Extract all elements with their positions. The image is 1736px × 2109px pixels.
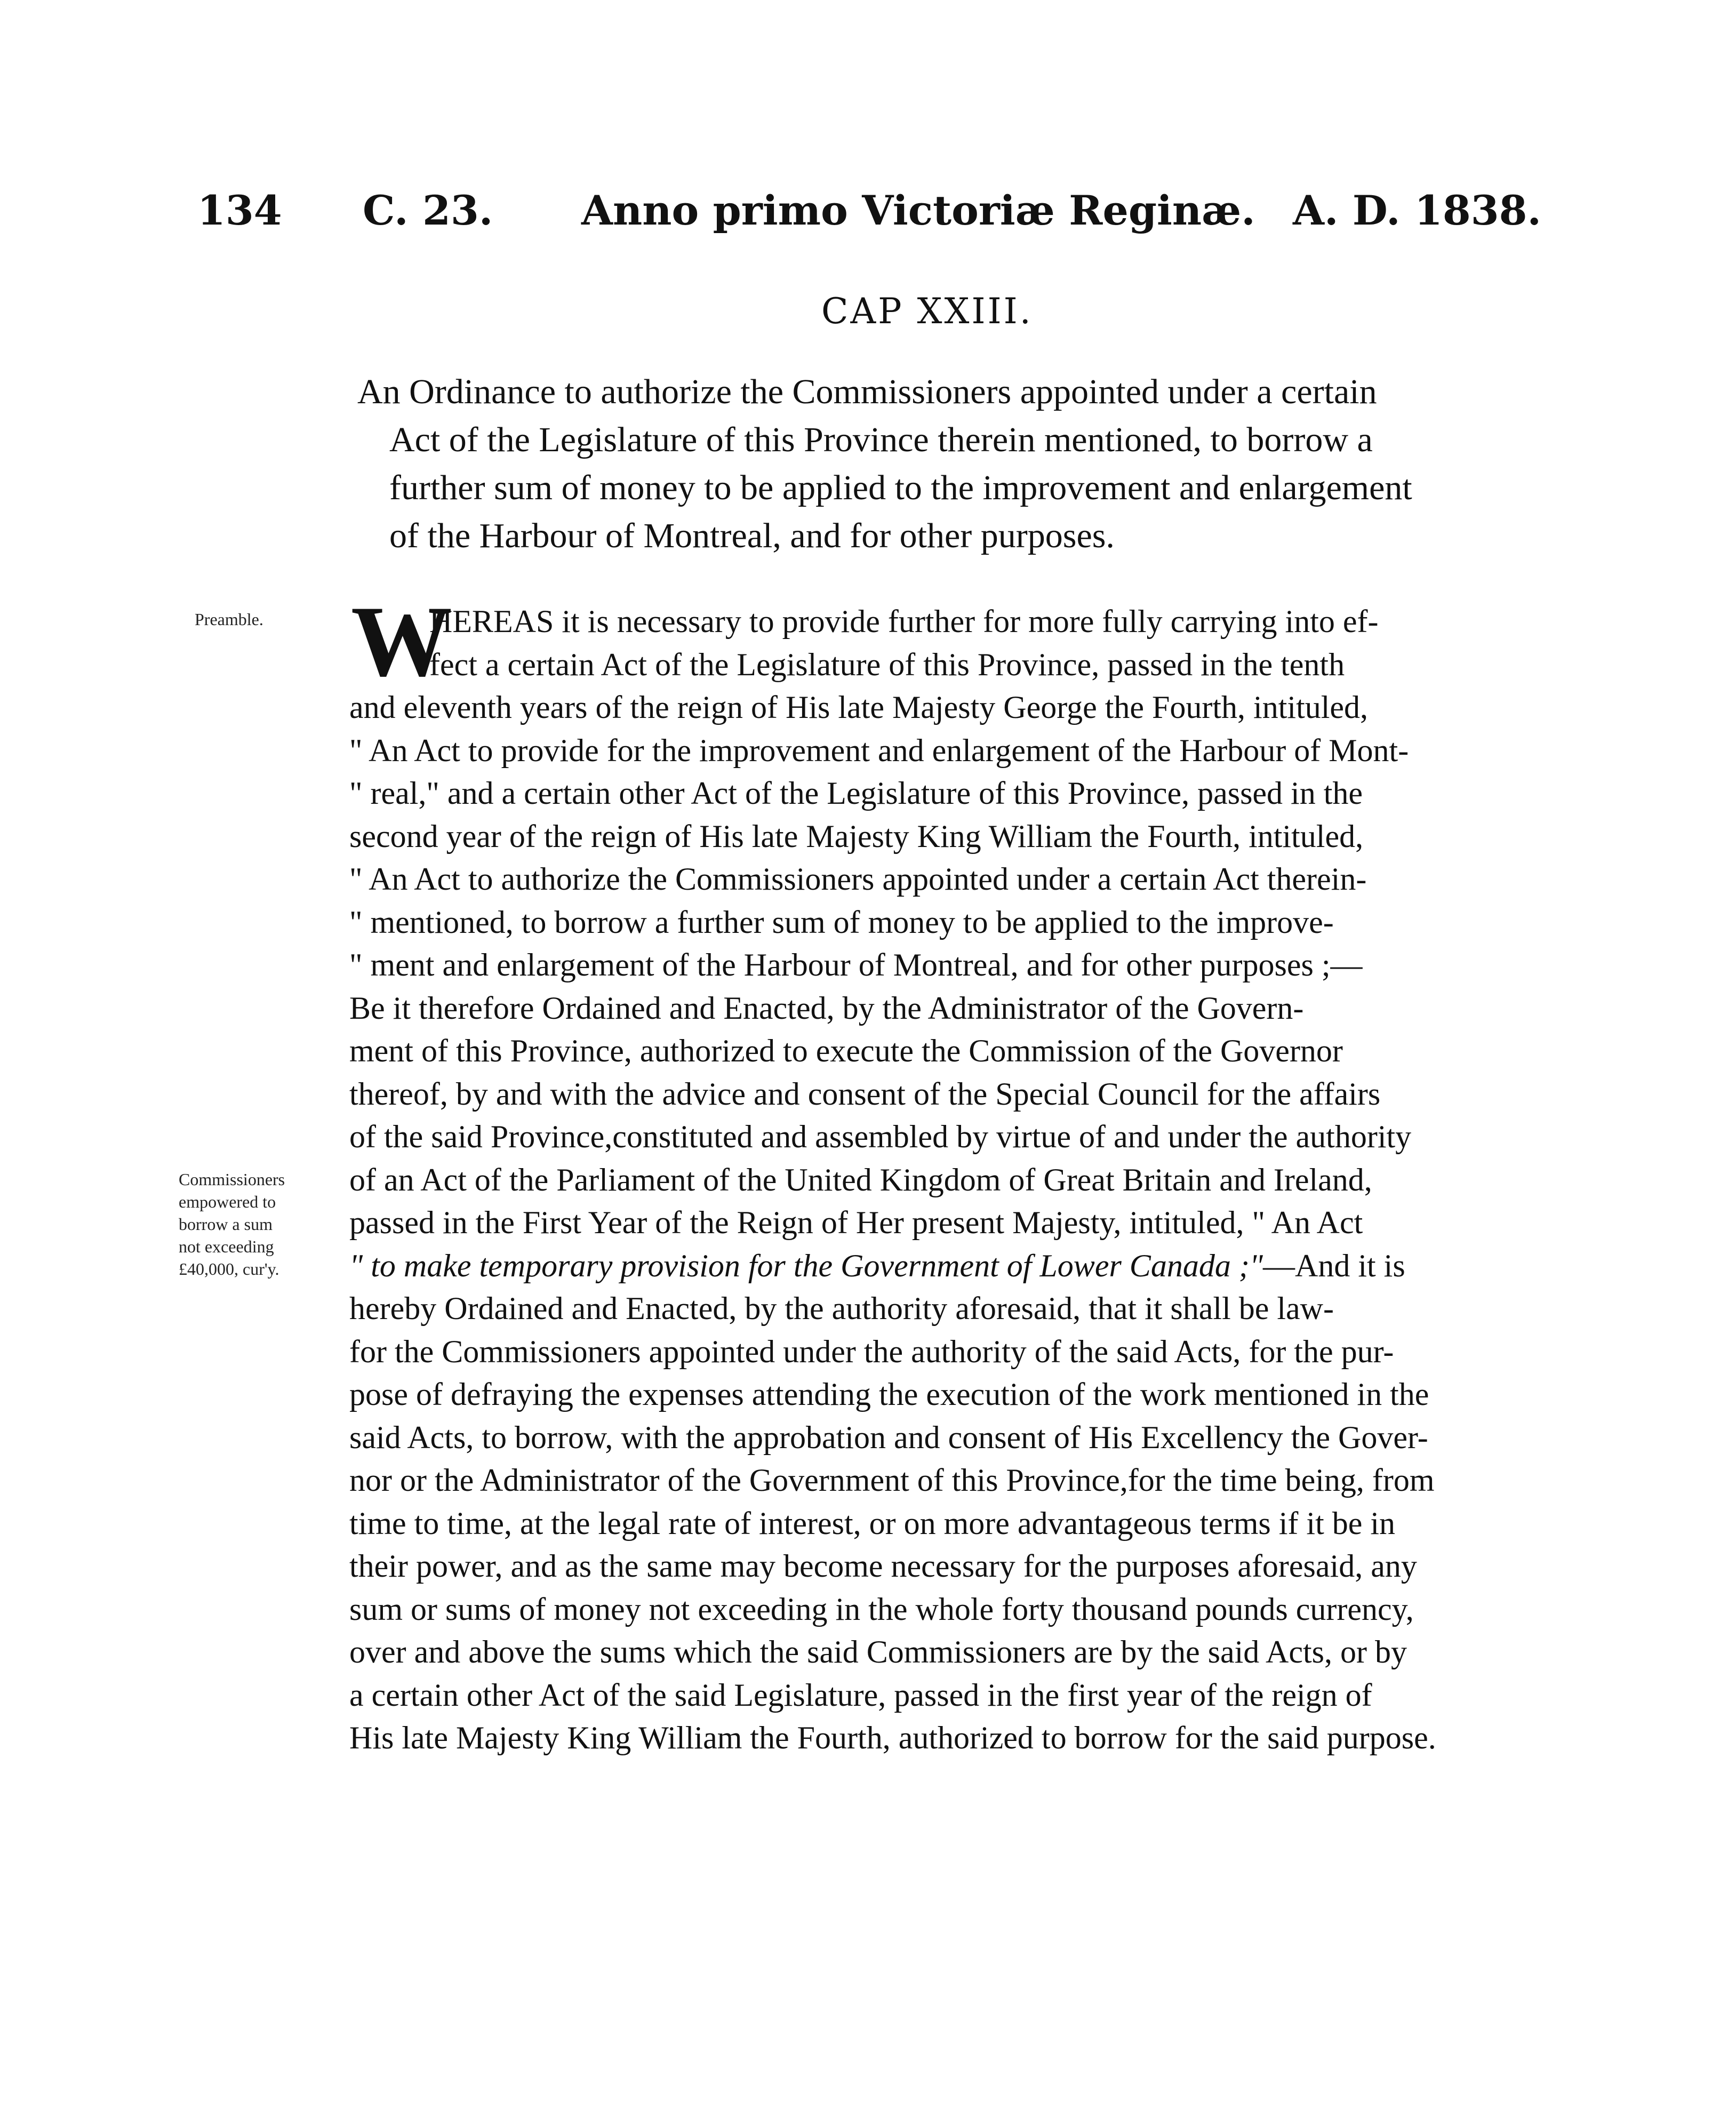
chapter-number: C. 23. xyxy=(363,187,493,234)
body-line: Be it therefore Ordained and Enacted, by the Administrator of the Govern- xyxy=(349,990,1304,1026)
margin-note-line: not exceeding xyxy=(179,1237,274,1256)
header-year: A. D. 1838. xyxy=(1293,187,1541,234)
margin-note-commissioners xyxy=(179,1168,323,1280)
body-line: fect a certain Act of the Legislature of this Province, passed in the tenth xyxy=(429,646,1345,682)
header-title: Anno primo Victoriæ Reginæ. xyxy=(581,187,1255,234)
margin-note-line: £40,000, cur'y. xyxy=(179,1259,279,1279)
body-line: nor or the Administrator of the Government of this Province,for the time being, from xyxy=(349,1463,1435,1498)
body-line: for the Commissioners appointed under the authority of the said Acts, for the pur- xyxy=(349,1333,1394,1369)
act-title-italic: " to make temporary provision for the Government of Lower Canada ;" xyxy=(349,1248,1263,1283)
body-line: ment of this Province, authorized to execute the Commission of the Governor xyxy=(349,1033,1343,1068)
title-line: Act of the Legislature of this Province therein mentioned, to borrow a xyxy=(389,420,1373,459)
body-line: " An Act to provide for the improvement and enlargement of the Harbour of Mont- xyxy=(349,732,1409,768)
page-number: 134 xyxy=(197,187,282,234)
margin-note-line: Commissioners xyxy=(179,1170,285,1189)
body-line: " ment and enlargement of the Harbour of Montreal, and for other purposes ;— xyxy=(349,947,1363,982)
body-line: time to time, at the legal rate of interest, or on more advantageous terms if it be in xyxy=(349,1505,1396,1541)
body-text xyxy=(349,586,1555,1760)
body-line: a certain other Act of the said Legislature, passed in the first year of the reign of xyxy=(349,1677,1372,1713)
body-line: " An Act to authorize the Commissioners appointed under a certain Act therein- xyxy=(349,861,1367,897)
body-line: said Acts, to borrow, with the approbation and consent of His Excellency the Gover- xyxy=(349,1419,1428,1455)
body-line: sum or sums of money not exceeding in the whole forty thousand pounds currency, xyxy=(349,1591,1414,1627)
body-line: HEREAS it is necessary to provide further for more fully carrying into ef- xyxy=(429,604,1379,639)
body-line: passed in the First Year of the Reign of Her present Majesty, intituled, " An Act xyxy=(349,1205,1363,1240)
body-line: of the said Province,constituted and assembled by virtue of and under the authority xyxy=(349,1119,1412,1154)
ordinance-title xyxy=(357,368,1552,560)
margin-note-line: borrow a sum xyxy=(179,1215,273,1234)
title-line: further sum of money to be applied to the improvement and enlargement xyxy=(389,468,1412,507)
drop-cap: W xyxy=(351,586,452,698)
body-line-tail: —And it is xyxy=(1263,1248,1405,1283)
margin-note-preamble: Preamble. xyxy=(195,610,263,629)
body-line: " mentioned, to borrow a further sum of money to be applied to the improve- xyxy=(349,904,1334,940)
body-line-italic xyxy=(349,1244,1555,1288)
body-line: and eleventh years of the reign of His late Majesty George the Fourth, intituled, xyxy=(349,690,1369,725)
title-line: of the Harbour of Montreal, and for other purposes. xyxy=(389,516,1115,555)
running-header xyxy=(197,187,1541,251)
margin-note-line: empowered to xyxy=(179,1192,276,1211)
body-line: His late Majesty King William the Fourth, authorized to borrow for the said purpose. xyxy=(349,1720,1436,1755)
body-line: of an Act of the Parliament of the United Kingdom of Great Britain and Ireland, xyxy=(349,1162,1372,1197)
body-line: hereby Ordained and Enacted, by the authority aforesaid, that it shall be law- xyxy=(349,1291,1334,1326)
body-line: second year of the reign of His late Majesty King William the Fourth, intituled, xyxy=(349,818,1364,854)
chapter-heading: CAP XXIII. xyxy=(821,291,1033,332)
body-line: over and above the sums which the said Commissioners are by the said Acts, or by xyxy=(349,1634,1407,1669)
body-line: pose of defraying the expenses attending the execution of the work mentioned in the xyxy=(349,1377,1429,1412)
body-line: " real," and a certain other Act of the Legislature of this Province, passed in the xyxy=(349,776,1363,811)
body-line: thereof, by and with the advice and consent of the Special Council for the affairs xyxy=(349,1076,1381,1112)
title-line: An Ordinance to authorize the Commissioners appointed under a certain xyxy=(357,372,1377,411)
body-line: their power, and as the same may become necessary for the purposes aforesaid, any xyxy=(349,1548,1417,1584)
